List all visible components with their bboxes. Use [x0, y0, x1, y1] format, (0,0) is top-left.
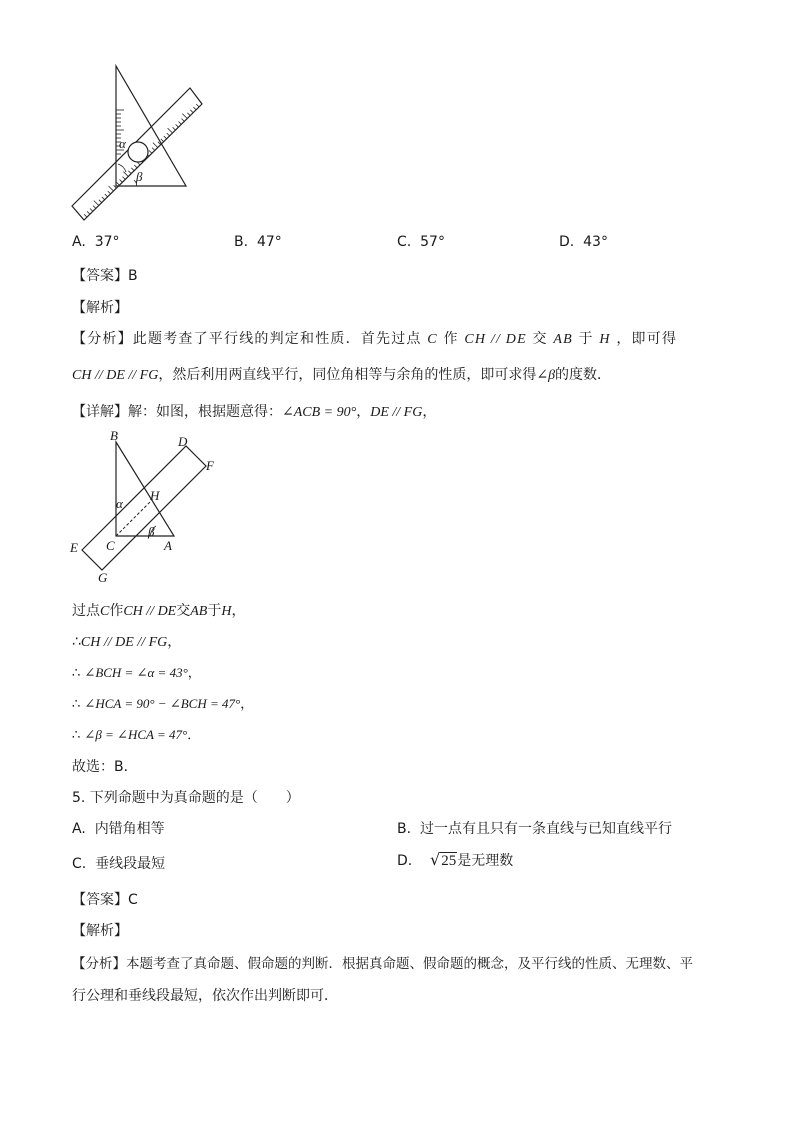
label-e: E: [70, 540, 78, 555]
label-alpha: α: [116, 496, 123, 511]
label-d: D: [178, 434, 188, 449]
set-square-hole: [128, 142, 148, 162]
q5-fenxi-line2: 行公理和垂线段最短，依次作出判断即可．: [72, 988, 338, 1004]
q4-step5: ∴ ∠β = ∠HCA = 47°．: [72, 727, 201, 743]
q4-analysis-tag: 【解析】: [72, 300, 128, 316]
label-c: C: [106, 538, 115, 553]
q5-analysis-tag: 【解析】: [72, 923, 128, 939]
q4-fenxi-line2: CH // DE // FG，然后利用两直线平行，同位角相等与余角的性质，即可求得∠β的度数．: [72, 367, 612, 383]
ruler-defg: [82, 446, 206, 570]
q4-option-d: D. 43°: [559, 234, 608, 250]
label-f: F: [206, 458, 214, 473]
set-square-ruler-figure: [66, 60, 210, 226]
q4-option-a: A. 37°: [72, 234, 120, 250]
q4-conclusion: 故选：B．: [72, 759, 138, 775]
label-g: G: [98, 570, 108, 585]
q4-step1: 过点C作CH // DE交AB于H，: [72, 603, 246, 619]
geometry-diagram: [66, 428, 226, 588]
label-b: B: [110, 428, 118, 443]
q4-step2: ∴CH // DE // FG，: [72, 634, 182, 650]
q4-step3: ∴ ∠BCH = ∠α = 43°，: [72, 665, 201, 681]
label-beta: β: [148, 524, 155, 539]
q4-fenxi-line1: 【分析】此题考查了平行线的判定和性质．首先过点 C 作 CH // DE 交 AB 于 H ，即可得: [72, 331, 678, 347]
sqrt-symbol: √: [430, 850, 441, 869]
q5-option-d: D. √25是无理数: [397, 850, 514, 869]
q4-option-c: C. 57°: [397, 234, 445, 250]
sqrt-radicand: 25: [441, 853, 457, 869]
figure1-beta-label: β: [136, 169, 143, 184]
q5-answer: 【答案】C: [72, 892, 138, 908]
q4-detail-line: 【详解】解：如图，根据题意得：∠ACB = 90°，DE // FG，: [72, 404, 437, 420]
label-h: H: [150, 488, 160, 503]
q4-answer: 【答案】B: [72, 268, 138, 284]
figure1-alpha-label: α: [119, 136, 126, 151]
q4-step4: ∴ ∠HCA = 90° − ∠BCH = 47°，: [72, 696, 254, 712]
q5-option-c: C. 垂线段最短: [72, 856, 166, 872]
q5-option-a: A. 内错角相等: [72, 821, 165, 837]
q5-option-b: B. 过一点有且只有一条直线与已知直线平行: [397, 821, 672, 837]
q4-option-b: B. 47°: [234, 234, 282, 250]
q5-fenxi-line1: 【分析】本题考查了真命题、假命题的判断．根据真命题、假命题的概念，及平行线的性质、无理数、平: [72, 956, 693, 972]
triangle-abc: [116, 442, 174, 536]
q5-stem: 5. 下列命题中为真命题的是（ ）: [72, 790, 300, 806]
label-a: A: [164, 538, 172, 553]
